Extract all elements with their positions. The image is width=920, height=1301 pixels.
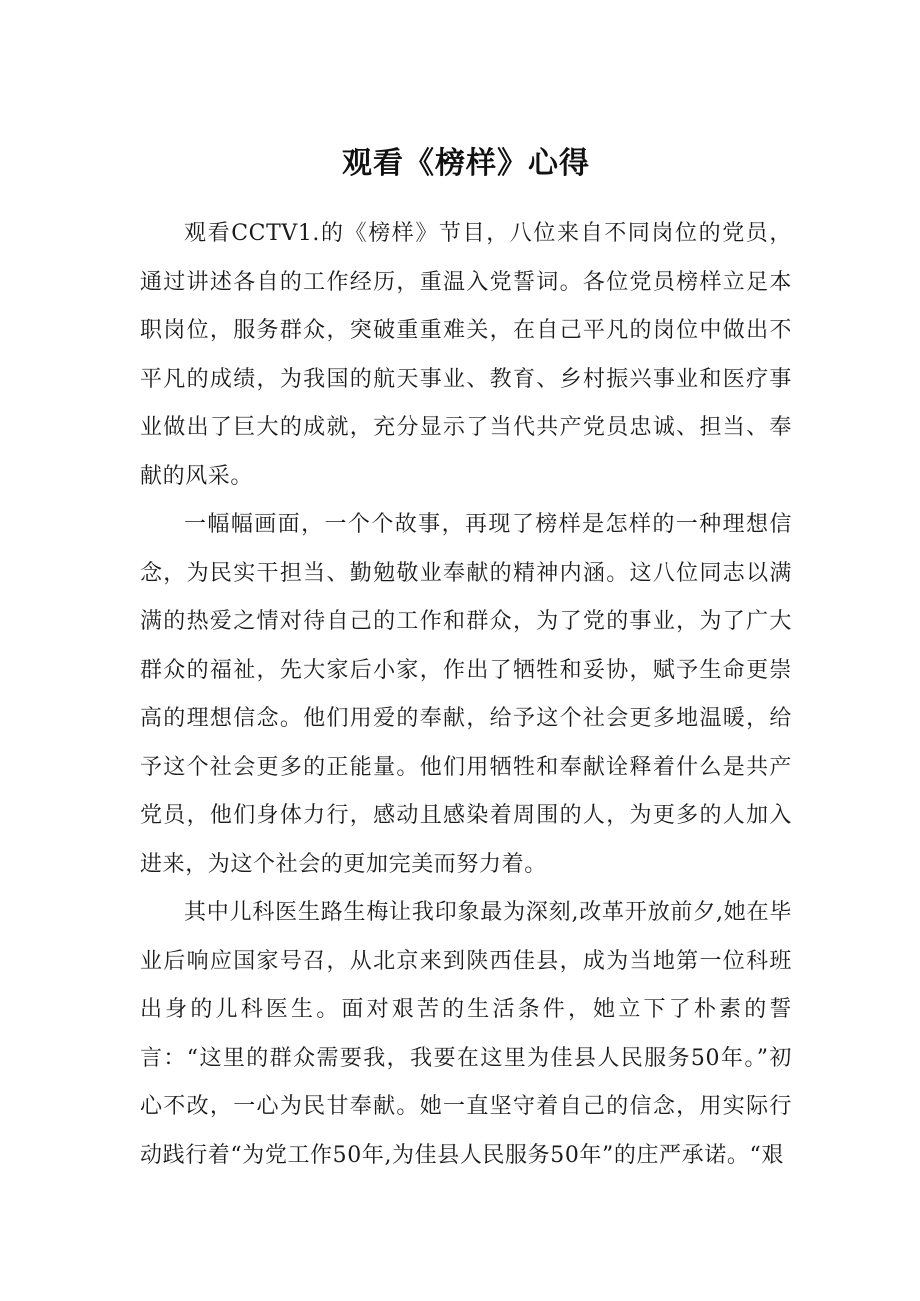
paragraph-2: 一幅幅画面，一个个故事，再现了榜样是怎样的一种理想信念，为民实干担当、勤勉敬业奉献的精神内涵。这八位同志以满满的热爱之情对待自己的工作和群众，为了党的事业，为了广大群众的福祉，先大家后小家，作出了牺牲和妥协，赋予生命更崇高的理想信念。他们用爱的奉献，给予这个社会更多地温暖，给予这个社会更多的正能量。他们用牺牲和奉献诠释着什么是共产党员，他们身体力行，感动且感染着周围的人，为更多的人加入进来，为这个社会的更加完美而努力着。 [140,512,792,877]
paragraph-3: 其中儿科医生路生梅让我印象最为深刻,改革开放前夕,她在毕业后响应国家号召，从北京来到陕西佳县，成为当地第一位科班出身的儿科医生。面对艰苦的生活条件，她立下了朴素的誓言：“这里的群众需要我，我要在这里为佳县人民服务50年。”初心不改，一心为民甘奉献。她一直坚守着自己的信念，用实际行动践行着“为党工作50年,为佳县人民服务50年”的庄严承诺。“艰 [140,900,792,1168]
document-title: 观看《榜样》心得 [342,146,590,181]
paragraph-1: 观看CCTV1.的《榜样》节目，八位来自不同岗位的党员，通过讲述各自的工作经历，重温入党誓词。各位党员榜样立足本职岗位，服务群众，突破重重难关，在自己平凡的岗位中做出不平凡的成绩，为我国的航天事业、教育、乡村振兴事业和医疗事业做出了巨大的成就，充分显示了当代共产党员忠诚、担当、奉献的风采。 [140,221,792,489]
document-body [140,210,792,1180]
